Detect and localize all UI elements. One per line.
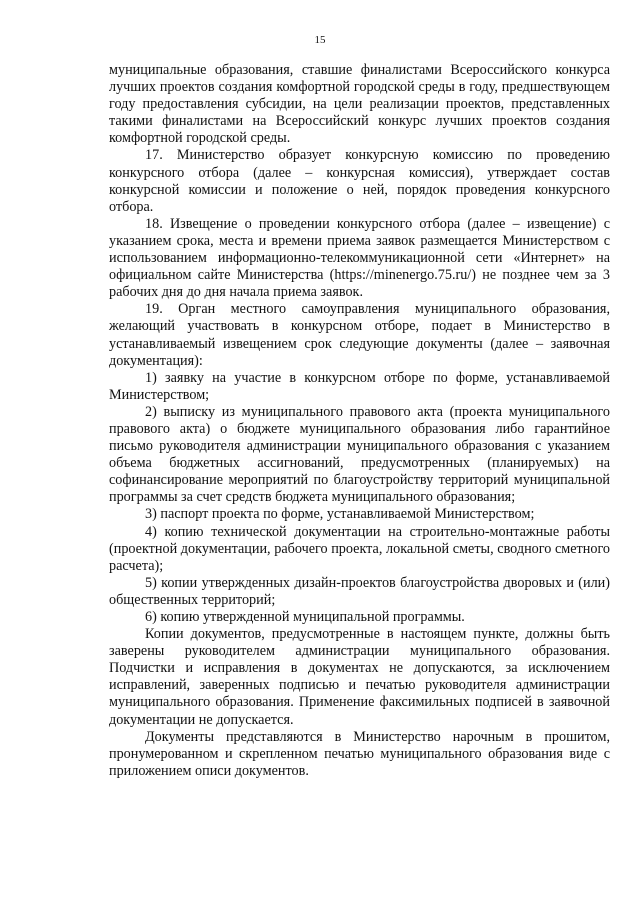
paragraph-continuation: муниципальные образования, ставшие финалистами Всероссийского конкурса лучших проектов создания комфортной городской среды в году, предшествующем году предоставления субсидии, на цели реализации проектов, представленных такими финалистами на Всероссийский конкурс лучших проектов создания комфортной городской среды.: [109, 62, 610, 147]
paragraph-item-18: 18. Извещение о проведении конкурсного отбора (далее – извещение) с указанием срока, места и времени приема заявок размещается Министерством с использованием информационно-телекоммуникационной сети «Интернет» на официальном сайте Министерства (https://minenergo.75.ru/) не позднее чем за 3 рабочих дня до дня начала приема заявок.: [109, 215, 610, 301]
paragraph-item-17: 17. Министерство образует конкурсную комиссию по проведению конкурсного отбора (далее – конкурсная комиссия), утверждает состав конкурсной комиссии и положение о ней, порядок проведения конкурсного отбора.: [109, 147, 610, 215]
list-item-4: 4) копию технической документации на строительно-монтажные работы (проектной документации, рабочего проекта, локальной сметы, сводного сметного расчета);: [109, 523, 610, 574]
paragraph-item-19: 19. Орган местного самоуправления муниципального образования, желающий участвовать в конкурсном отборе, подает в Министерство в устанавливаемый извещением срок следующие документы (далее – заявочная документация):: [109, 301, 610, 369]
document-body: [109, 62, 610, 780]
page-number: 15: [314, 34, 326, 46]
list-item-6: 6) копию утвержденной муниципальной программы.: [145, 609, 465, 625]
list-item-5: 5) копии утвержденных дизайн-проектов благоустройства дворовых и (или) общественных территорий;: [109, 574, 610, 608]
list-item-1: 1) заявку на участие в конкурсном отборе по форме, устанавливаемой Министерством;: [109, 369, 610, 403]
list-item-3: 3) паспорт проекта по форме, устанавливаемой Министерством;: [145, 506, 535, 523]
list-item-2: 2) выписку из муниципального правового акта (проекта муниципального правового акта) о бюджете муниципального образования либо гарантийное письмо руководителя администрации муниципального образования с указанием объема бюджетных ассигнований, предусмотренных (планируемых) на софинансирование мероприятий по благоустройству территорий муниципальной программы за счет средств бюджета муниципального образования;: [109, 403, 610, 506]
paragraph-documents-submission: Документы представляются в Министерство нарочным в прошитом, пронумерованном и скрепленном печатью муниципального образования виде с приложением описи документов.: [109, 728, 610, 779]
paragraph-copies-certification: Копии документов, предусмотренные в настоящем пункте, должны быть заверены руководителем администрации муниципального образования. Подчистки и исправления в документах не допускаются, за исключением исправлений, заверенных подписью и печатью руководителя администрации муниципального образования. Применение факсимильных подписей в заявочной документации не допускается.: [109, 626, 610, 728]
